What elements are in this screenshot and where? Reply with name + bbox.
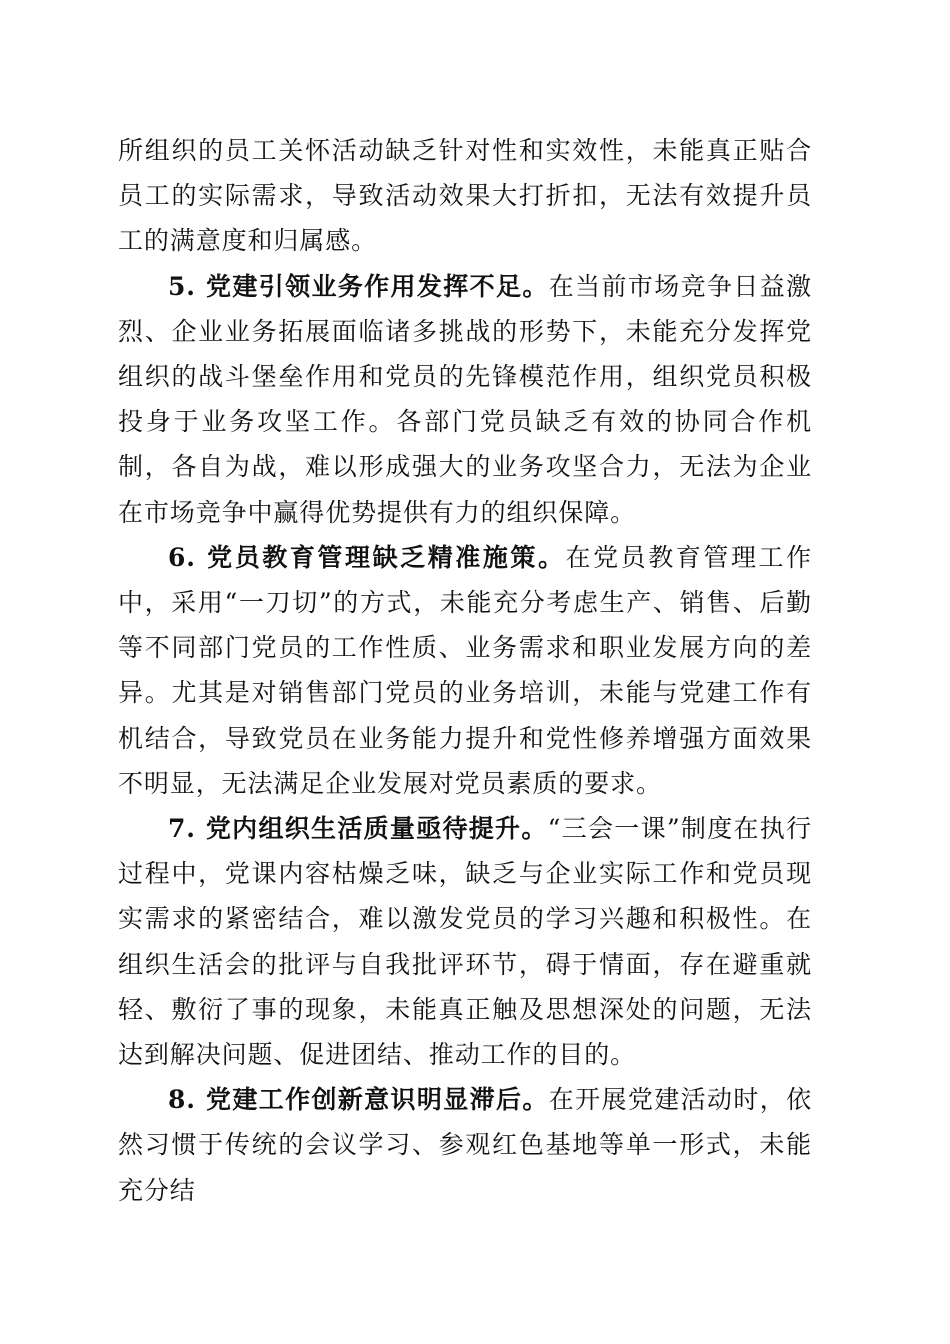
paragraph-text: 在开展党建活动时，依然习惯于传统的会议学习、参观红色基地等单一形式，未能充分结	[118, 1085, 812, 1205]
paragraph-text: 所组织的员工关怀活动缺乏针对性和实效性，未能真正贴合员工的实际需求，导致活动效果大打折扣，无法有效提升员工的满意度和归属感。	[118, 136, 812, 256]
paragraph-heading: 6. 党员教育管理缺乏精准施策。	[168, 542, 566, 572]
paragraph-heading: 7. 党内组织生活质量亟待提升。	[168, 814, 548, 844]
paragraph-item-8	[118, 1077, 812, 1213]
paragraph-heading: 5. 党建引领业务作用发挥不足。	[168, 271, 549, 301]
paragraph-heading: 8. 党建工作创新意识明显滞后。	[168, 1085, 549, 1115]
paragraph-text: 在党员教育管理工作中，采用“一刀切”的方式，未能充分考虑生产、销售、后勤等不同部门党员的工作性质、业务需求和职业发展方向的差异。尤其是对销售部门党员的业务培训，未能与党建工作有机结合，导致党员在业务能力提升和党性修养增强方面效果不明显，无法满足企业发展对党员素质的要求。	[118, 542, 812, 798]
paragraph-text: 在当前市场竞争日益激烈、企业业务拓展面临诸多挑战的形势下，未能充分发挥党组织的战斗堡垒作用和党员的先锋模范作用，组织党员积极投身于业务攻坚工作。各部门党员缺乏有效的协同合作机制，各自为战，难以形成强大的业务攻坚合力，无法为企业在市场竞争中赢得优势提供有力的组织保障。	[118, 271, 812, 527]
paragraph-continuation	[118, 128, 812, 264]
paragraph-item-7	[118, 806, 812, 1077]
paragraph-item-6	[118, 535, 812, 806]
document-page	[118, 128, 812, 1213]
paragraph-item-5	[118, 264, 812, 535]
paragraph-text: “三会一课”制度在执行过程中，党课内容枯燥乏味，缺乏与企业实际工作和党员现实需求的紧密结合，难以激发党员的学习兴趣和积极性。在组织生活会的批评与自我批评环节，碍于情面，存在避重就轻、敷衍了事的现象，未能真正触及思想深处的问题，无法达到解决问题、促进团结、推动工作的目的。	[118, 814, 812, 1070]
